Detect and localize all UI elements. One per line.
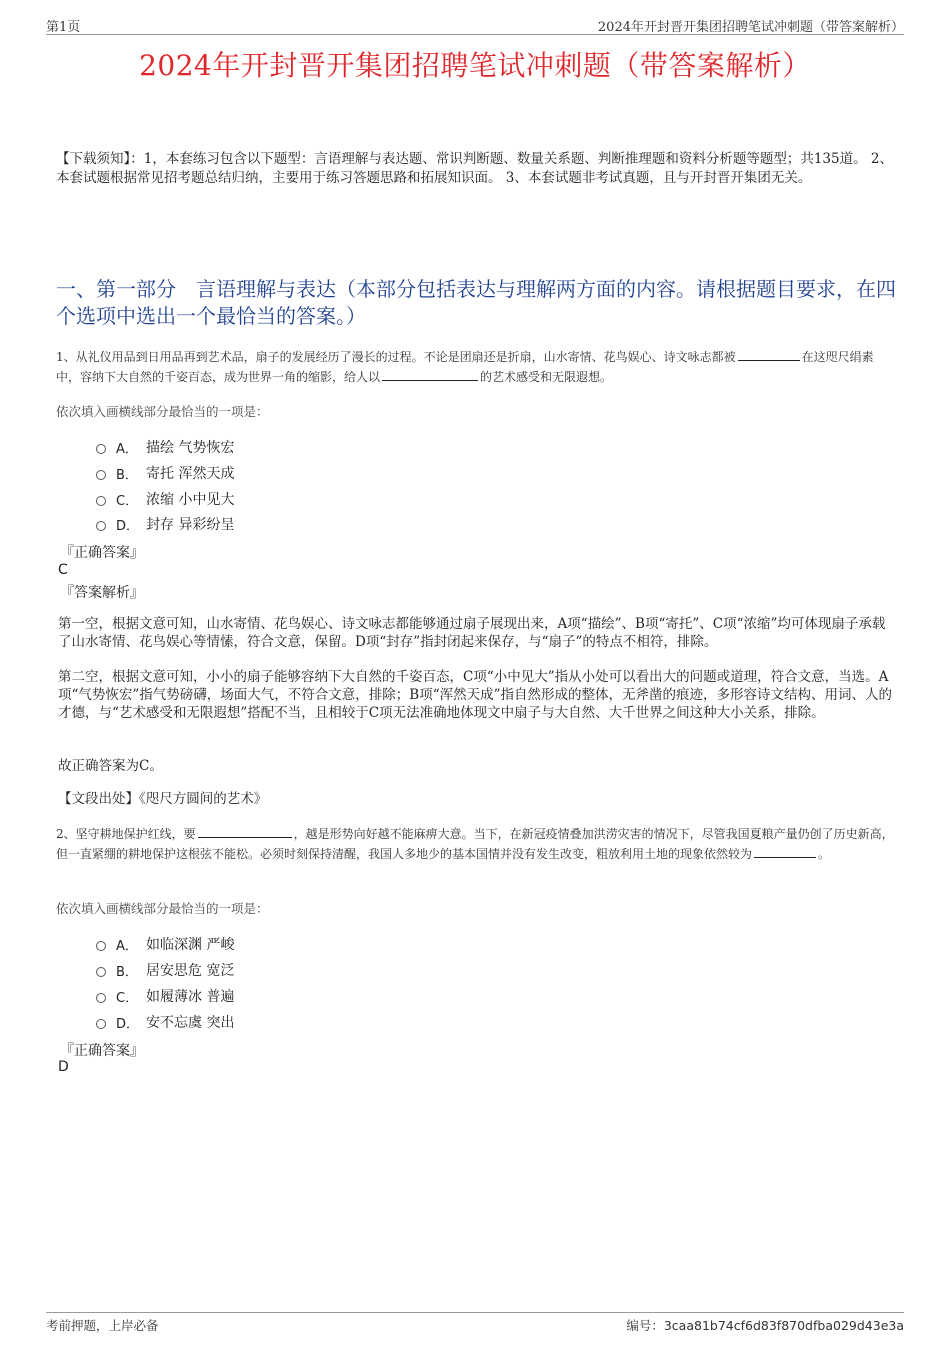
question-1-option-a[interactable] <box>96 437 234 457</box>
question-1-stem-part1: 1、从礼仪用品到日用品再到艺术品，扇子的发展经历了漫长的过程。不论是团扇还是折扇，山水寄情、花鸟娱心、诗文咏志都被 <box>56 350 736 364</box>
radio-icon[interactable] <box>96 1019 106 1029</box>
question-2-stem-part3: 。 <box>818 847 831 861</box>
page-footer <box>46 1312 904 1333</box>
question-1-answer-label: 『正确答案』 <box>60 545 144 561</box>
option-letter: A． <box>116 441 138 457</box>
radio-icon[interactable] <box>96 993 106 1003</box>
question-2-instruction: 依次填入画横线部分最恰当的一项是： <box>56 901 269 916</box>
document-title: 2024年开封晋开集团招聘笔试冲刺题（带答案解析） <box>139 49 811 82</box>
radio-icon[interactable] <box>96 967 106 977</box>
footer-code <box>626 1316 904 1334</box>
option-text: 封存 异彩纷呈 <box>146 517 235 533</box>
question-1-option-b[interactable] <box>96 463 234 483</box>
question-1-stem-part2: 在这咫尺绢素中，容纳下大自然的千姿百态，成为世界一角的缩影，给人以 <box>56 350 874 384</box>
option-text: 寄托 浑然天成 <box>146 466 235 482</box>
section-heading: 一、第一部分 言语理解与表达（本部分包括表达与理解两方面的内容。请根据题目要求，在四个选项中选出一个最恰当的答案。） <box>56 277 896 328</box>
question-2-stem <box>56 824 894 864</box>
question-2-answer: D <box>58 1059 69 1075</box>
question-1-answer: C <box>58 562 68 578</box>
option-text: 如履薄冰 普遍 <box>146 989 235 1005</box>
question-1-instruction: 依次填入画横线部分最恰当的一项是： <box>56 404 269 419</box>
option-letter: C． <box>116 990 139 1006</box>
option-letter: A． <box>116 938 138 954</box>
header-doc-title: 2024年开封晋开集团招聘笔试冲刺题（带答案解析） <box>597 20 904 35</box>
question-2-option-c[interactable] <box>96 986 234 1006</box>
option-text: 安不忘虞 突出 <box>146 1015 235 1031</box>
question-2-stem-part1: 2、坚守耕地保护红线，要 <box>56 827 196 841</box>
question-2-option-d[interactable] <box>96 1012 234 1032</box>
download-notice: 【下载须知】：1，本套练习包含以下题型：言语理解与表达题、常识判断题、数量关系题、判断推理题和资料分析题等题型；共135道。 2、本套试题根据常见招考题总结归纳，主要用于练习答题思路和拓展知识面。 3、本套试题非考试真题，且与开封晋开集团无关。 <box>56 151 893 186</box>
question-1-stem <box>56 347 894 387</box>
option-text: 如临深渊 严峻 <box>146 937 235 953</box>
question-1-analysis-paragraph: 第一空，根据文意可知，山水寄情、花鸟娱心、诗文咏志都能够通过扇子展现出来，A项“描绘”、B项“寄托”、C项“浓缩”均可体现扇子承载了山水寄情、花鸟娱心等情愫，符合文意，保留。D项“封存”指封闭起来保存，与“扇子”的特点不相符，排除。 <box>58 616 886 650</box>
question-2-answer-label: 『正确答案』 <box>60 1043 144 1059</box>
question-2-option-a[interactable] <box>96 934 234 954</box>
question-1-option-d[interactable] <box>96 514 234 534</box>
question-2-option-b[interactable] <box>96 960 234 980</box>
page-header <box>46 14 904 35</box>
answer-blank <box>754 844 816 858</box>
answer-blank <box>198 824 292 838</box>
question-2-stem-part2: ，越是形势向好越不能麻痹大意。当下，在新冠疫情叠加洪涝灾害的情况下，尽管我国夏粮产量仍创了历史新高，但一直紧绷的耕地保护这根弦不能松。必须时刻保持清醒，我国人多地少的基本国情并没有发生改变，粗放利用土地的现象依然较为 <box>56 827 894 861</box>
footer-slogan: 考前押题，上岸必备 <box>46 1318 159 1333</box>
question-1-analysis-paragraph: 第二空，根据文意可知，小小的扇子能够容纳下大自然的千姿百态，C项“小中见大”指从小处可以看出大的问题或道理，符合文意，当选。A项“气势恢宏”指气势磅礴，场面大气，不符合文意，排除；B项“浑然天成”指自然形成的整体，无斧凿的痕迹，多形容诗文结构、用词、人的才德，与“艺术感受和无限遐想”搭配不当，且相较于C项无法准确地体现文中扇子与大自然、大千世界之间这种大小关系，排除。 <box>58 669 893 721</box>
question-1-analysis-conclusion: 故正确答案为C。 <box>58 758 163 774</box>
option-letter: D． <box>116 1016 140 1032</box>
radio-icon[interactable] <box>96 496 106 506</box>
question-1-source: 【文段出处】《咫尺方圆间的艺术》 <box>58 791 268 807</box>
option-letter: B． <box>116 467 138 483</box>
option-letter: C． <box>116 493 139 509</box>
option-letter: B． <box>116 964 138 980</box>
radio-icon[interactable] <box>96 521 106 531</box>
option-text: 居安思危 宽泛 <box>146 963 235 979</box>
question-1-option-c[interactable] <box>96 489 234 509</box>
radio-icon[interactable] <box>96 444 106 454</box>
question-1-analysis-label: 『答案解析』 <box>60 585 144 601</box>
footer-code-label: 编号： <box>626 1318 664 1333</box>
page-number: 第1页 <box>46 20 81 35</box>
option-letter: D． <box>116 518 140 534</box>
radio-icon[interactable] <box>96 941 106 951</box>
radio-icon[interactable] <box>96 470 106 480</box>
option-text: 浓缩 小中见大 <box>146 492 235 508</box>
answer-blank <box>738 347 800 361</box>
question-1-stem-part3: 的艺术感受和无限遐想。 <box>480 370 613 384</box>
answer-blank <box>382 367 478 381</box>
option-text: 描绘 气势恢宏 <box>146 440 235 456</box>
footer-code-value: 3caa81b74cf6d83f870dfba029d43e3a <box>663 1318 904 1333</box>
